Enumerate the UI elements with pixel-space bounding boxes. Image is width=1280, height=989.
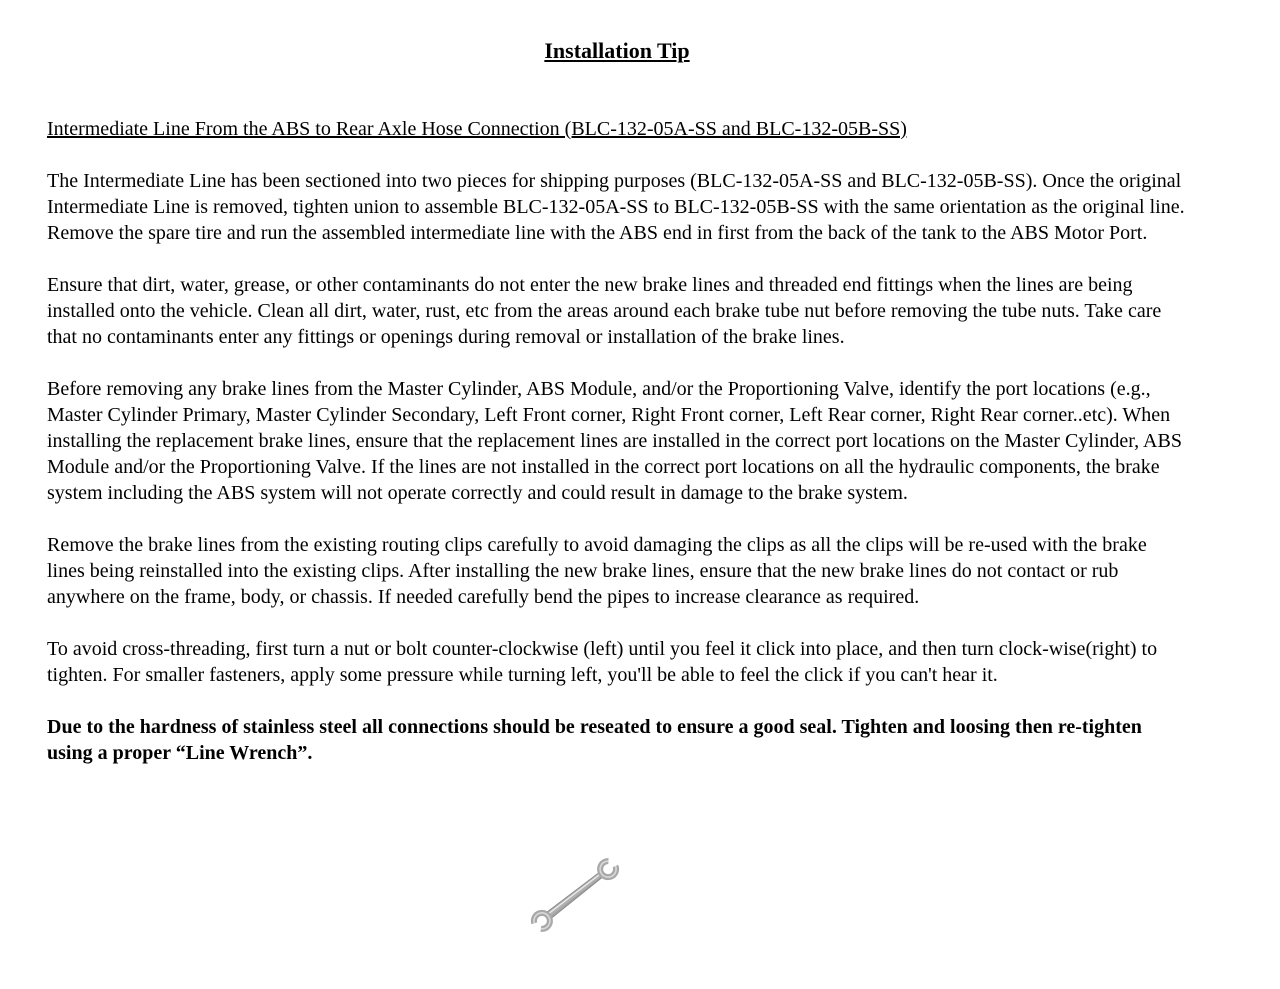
document-page xyxy=(47,0,1187,792)
paragraph-port-locations: Before removing any brake lines from the Master Cylinder, ABS Module, and/or the Proportioning Valve, identify the port locations (e.g., Master Cylinder Primary, Master Cylinder Secondary, Left Front corner, Right Front corner, Left Rear corner, Right Rear corner..etc). When installing the replacement brake lines, ensure that the replacement lines are installed in the correct port locations on the Master Cylinder, ABS Module and/or the Proportioning Valve. If the lines are not installed in the correct port locations on all the hydraulic components, the brake system including the ABS system will not operate correctly and could result in damage to the brake system. xyxy=(47,378,1182,504)
line-wrench-icon xyxy=(521,847,630,943)
document-title: Installation Tip xyxy=(544,38,690,63)
paragraph-contaminants: Ensure that dirt, water, grease, or other contaminants do not enter the new brake lines and threaded end fittings when the lines are being installed onto the vehicle. Clean all dirt, water, rust, etc from the areas around each brake tube nut before removing the tube nuts. Take care that no contaminants enter any fittings or openings during removal or installation of the brake lines. xyxy=(47,274,1162,348)
paragraph-shipping-assembly: The Intermediate Line has been sectioned into two pieces for shipping purposes (BLC-132-05A-SS and BLC-132-05B-SS). Once the original Intermediate Line is removed, tighten union to assemble BLC-132-05A-SS to BLC-132-05B-SS with the same orientation as the original line. Remove the spare tire and run the assembled intermediate line with the ABS end in first from the back of the tank to the ABS Motor Port. xyxy=(47,170,1185,244)
paragraph-cross-threading: To avoid cross-threading, first turn a nut or bolt counter-clockwise (left) until you feel it click into place, and then turn clock-wise(right) to tighten. For smaller fasteners, apply some pressure while turning left, you'll be able to feel the click if you can't hear it. xyxy=(47,638,1158,686)
section-heading: Intermediate Line From the ABS to Rear Axle Hose Connection (BLC-132-05A-SS and BLC-132-05B-SS) xyxy=(47,118,907,140)
paragraph-routing-clips: Remove the brake lines from the existing routing clips carefully to avoid damaging the clips as all the clips will be re-used with the brake lines being reinstalled into the existing clips. After installing the new brake lines, ensure that the new brake lines do not contact or rub anywhere on the frame, body, or chassis. If needed carefully bend the pipes to increase clearance as required. xyxy=(47,534,1147,608)
wrench-left-open-end xyxy=(532,911,552,931)
note-stainless-steel-reseat: Due to the hardness of stainless steel all connections should be reseated to ensure a good seal. Tighten and loosing then re-tighten using a proper “Line Wrench”. xyxy=(47,716,1142,764)
